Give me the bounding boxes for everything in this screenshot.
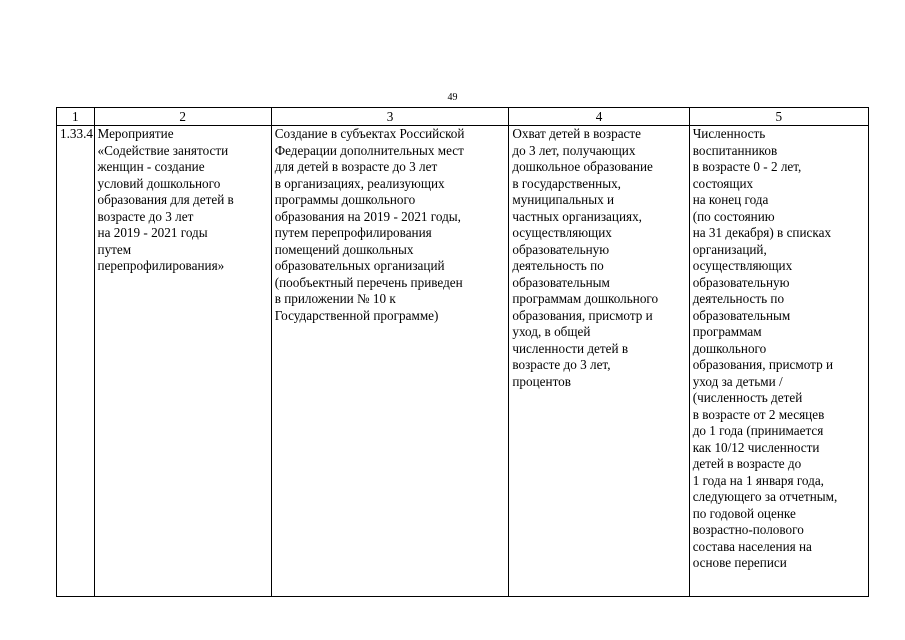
cell-text-line: дошкольное образование: [512, 159, 653, 174]
column-header-1: 1: [57, 108, 95, 126]
cell-text-line: образовательную: [512, 241, 610, 257]
cell-text-line: (численность детей: [692, 390, 803, 405]
cell-text-line: перепрофилирования»: [97, 258, 225, 273]
cell-text-line: по годовой оценке: [692, 505, 796, 521]
cell-text-line: образовательным: [692, 307, 791, 323]
column-header-3: 3: [271, 108, 509, 126]
cell-text-line: на 31 декабря) в списках: [692, 225, 832, 240]
cell-text-line: в приложении № 10 к: [274, 291, 396, 306]
row-number-cell: 1.33.4: [57, 126, 95, 597]
cell-text-line: возрасте до 3 лет: [97, 208, 194, 224]
cell-text-line: для детей в возрасте до 3 лет: [274, 159, 438, 174]
cell-text-line: программы дошкольного: [274, 192, 416, 207]
indicator-table: [56, 107, 869, 597]
formula-cell: [689, 126, 868, 597]
cell-text-line: муниципальных и: [512, 192, 615, 207]
cell-text-line: осуществляющих: [512, 225, 612, 240]
cell-text-line: образования на 2019 - 2021 годы,: [274, 208, 461, 224]
page-number: 49: [447, 92, 458, 103]
cell-text-line: осуществляющих: [692, 258, 793, 273]
cell-text-line: образовательным: [512, 274, 610, 290]
table-header-row: [57, 108, 869, 126]
cell-text-line: численности детей в: [512, 340, 629, 356]
cell-text-line: 1 года на 1 января года,: [692, 472, 824, 488]
table-row: [57, 126, 869, 597]
cell-text-line: программам: [692, 324, 762, 339]
cell-text-line: возрасте до 3 лет,: [512, 357, 611, 372]
cell-text-line: Федерации дополнительных мест: [274, 142, 464, 158]
event-cell: [94, 126, 271, 597]
cell-text-line: до 3 лет, получающих: [512, 142, 636, 158]
cell-text-line: уход за детьми /: [692, 373, 783, 389]
cell-text-line: как 10/12 численности: [692, 439, 820, 455]
column-header-2: 2: [94, 108, 271, 126]
cell-text-line: образования для детей в: [97, 192, 234, 207]
cell-text-line: Государственной программе): [274, 307, 439, 323]
cell-text-line: деятельность по: [692, 291, 785, 306]
cell-text-line: уход, в общей: [512, 324, 591, 339]
cell-text-line: состоящих: [692, 175, 754, 191]
cell-text-line: (пообъектный перечень приведен: [274, 274, 463, 290]
cell-text-line: образовательных организаций: [274, 258, 445, 273]
cell-text-line: следующего за отчетным,: [692, 489, 838, 504]
cell-text-line: в возрасте 0 - 2 лет,: [692, 159, 802, 174]
cell-text-line: помещений дошкольных: [274, 241, 414, 257]
cell-text-line: состава населения на: [692, 538, 812, 554]
column-header-5: 5: [689, 108, 868, 126]
cell-text-line: (по состоянию: [692, 208, 775, 224]
cell-text-line: на конец года: [692, 192, 769, 207]
cell-text-line: Охват детей в возрасте: [512, 126, 642, 141]
cell-text-line: Численность: [692, 126, 766, 141]
cell-text-line: путем: [97, 241, 132, 257]
cell-text-line: детей в возрасте до: [692, 456, 802, 471]
cell-text-line: образования, присмотр и: [692, 357, 834, 372]
cell-text-line: в возрасте от 2 месяцев: [692, 406, 825, 422]
cell-text-line: частных организациях,: [512, 208, 642, 224]
cell-text-line: Создание в субъектах Российской: [274, 126, 465, 141]
cell-text-line: в государственных,: [512, 175, 621, 191]
cell-text-line: Мероприятие: [97, 126, 174, 141]
cell-text-line: деятельность по: [512, 258, 604, 273]
cell-text-line: женщин - создание: [97, 159, 205, 174]
cell-text-line: на 2019 - 2021 годы: [97, 225, 208, 240]
cell-text-line: возрастно-полового: [692, 522, 804, 537]
cell-text-line: образовательную: [692, 274, 790, 290]
cell-text-line: программам дошкольного: [512, 291, 659, 306]
cell-text-line: процентов: [512, 373, 571, 389]
cell-text-line: организаций,: [692, 241, 767, 257]
cell-text-line: путем перепрофилирования: [274, 225, 432, 240]
cell-text-line: «Содействие занятости: [97, 142, 229, 158]
goal-cell: [271, 126, 509, 597]
column-header-4: 4: [509, 108, 689, 126]
cell-text-line: в организациях, реализующих: [274, 175, 445, 191]
cell-text-line: дошкольного: [692, 340, 767, 356]
cell-text-line: до 1 года (принимается: [692, 423, 824, 438]
cell-text-line: воспитанников: [692, 142, 778, 158]
cell-text-line: образования, присмотр и: [512, 307, 653, 323]
indicator-cell: [509, 126, 689, 597]
cell-text-line: основе переписи: [692, 555, 787, 570]
cell-text-line: условий дошкольного: [97, 175, 221, 191]
